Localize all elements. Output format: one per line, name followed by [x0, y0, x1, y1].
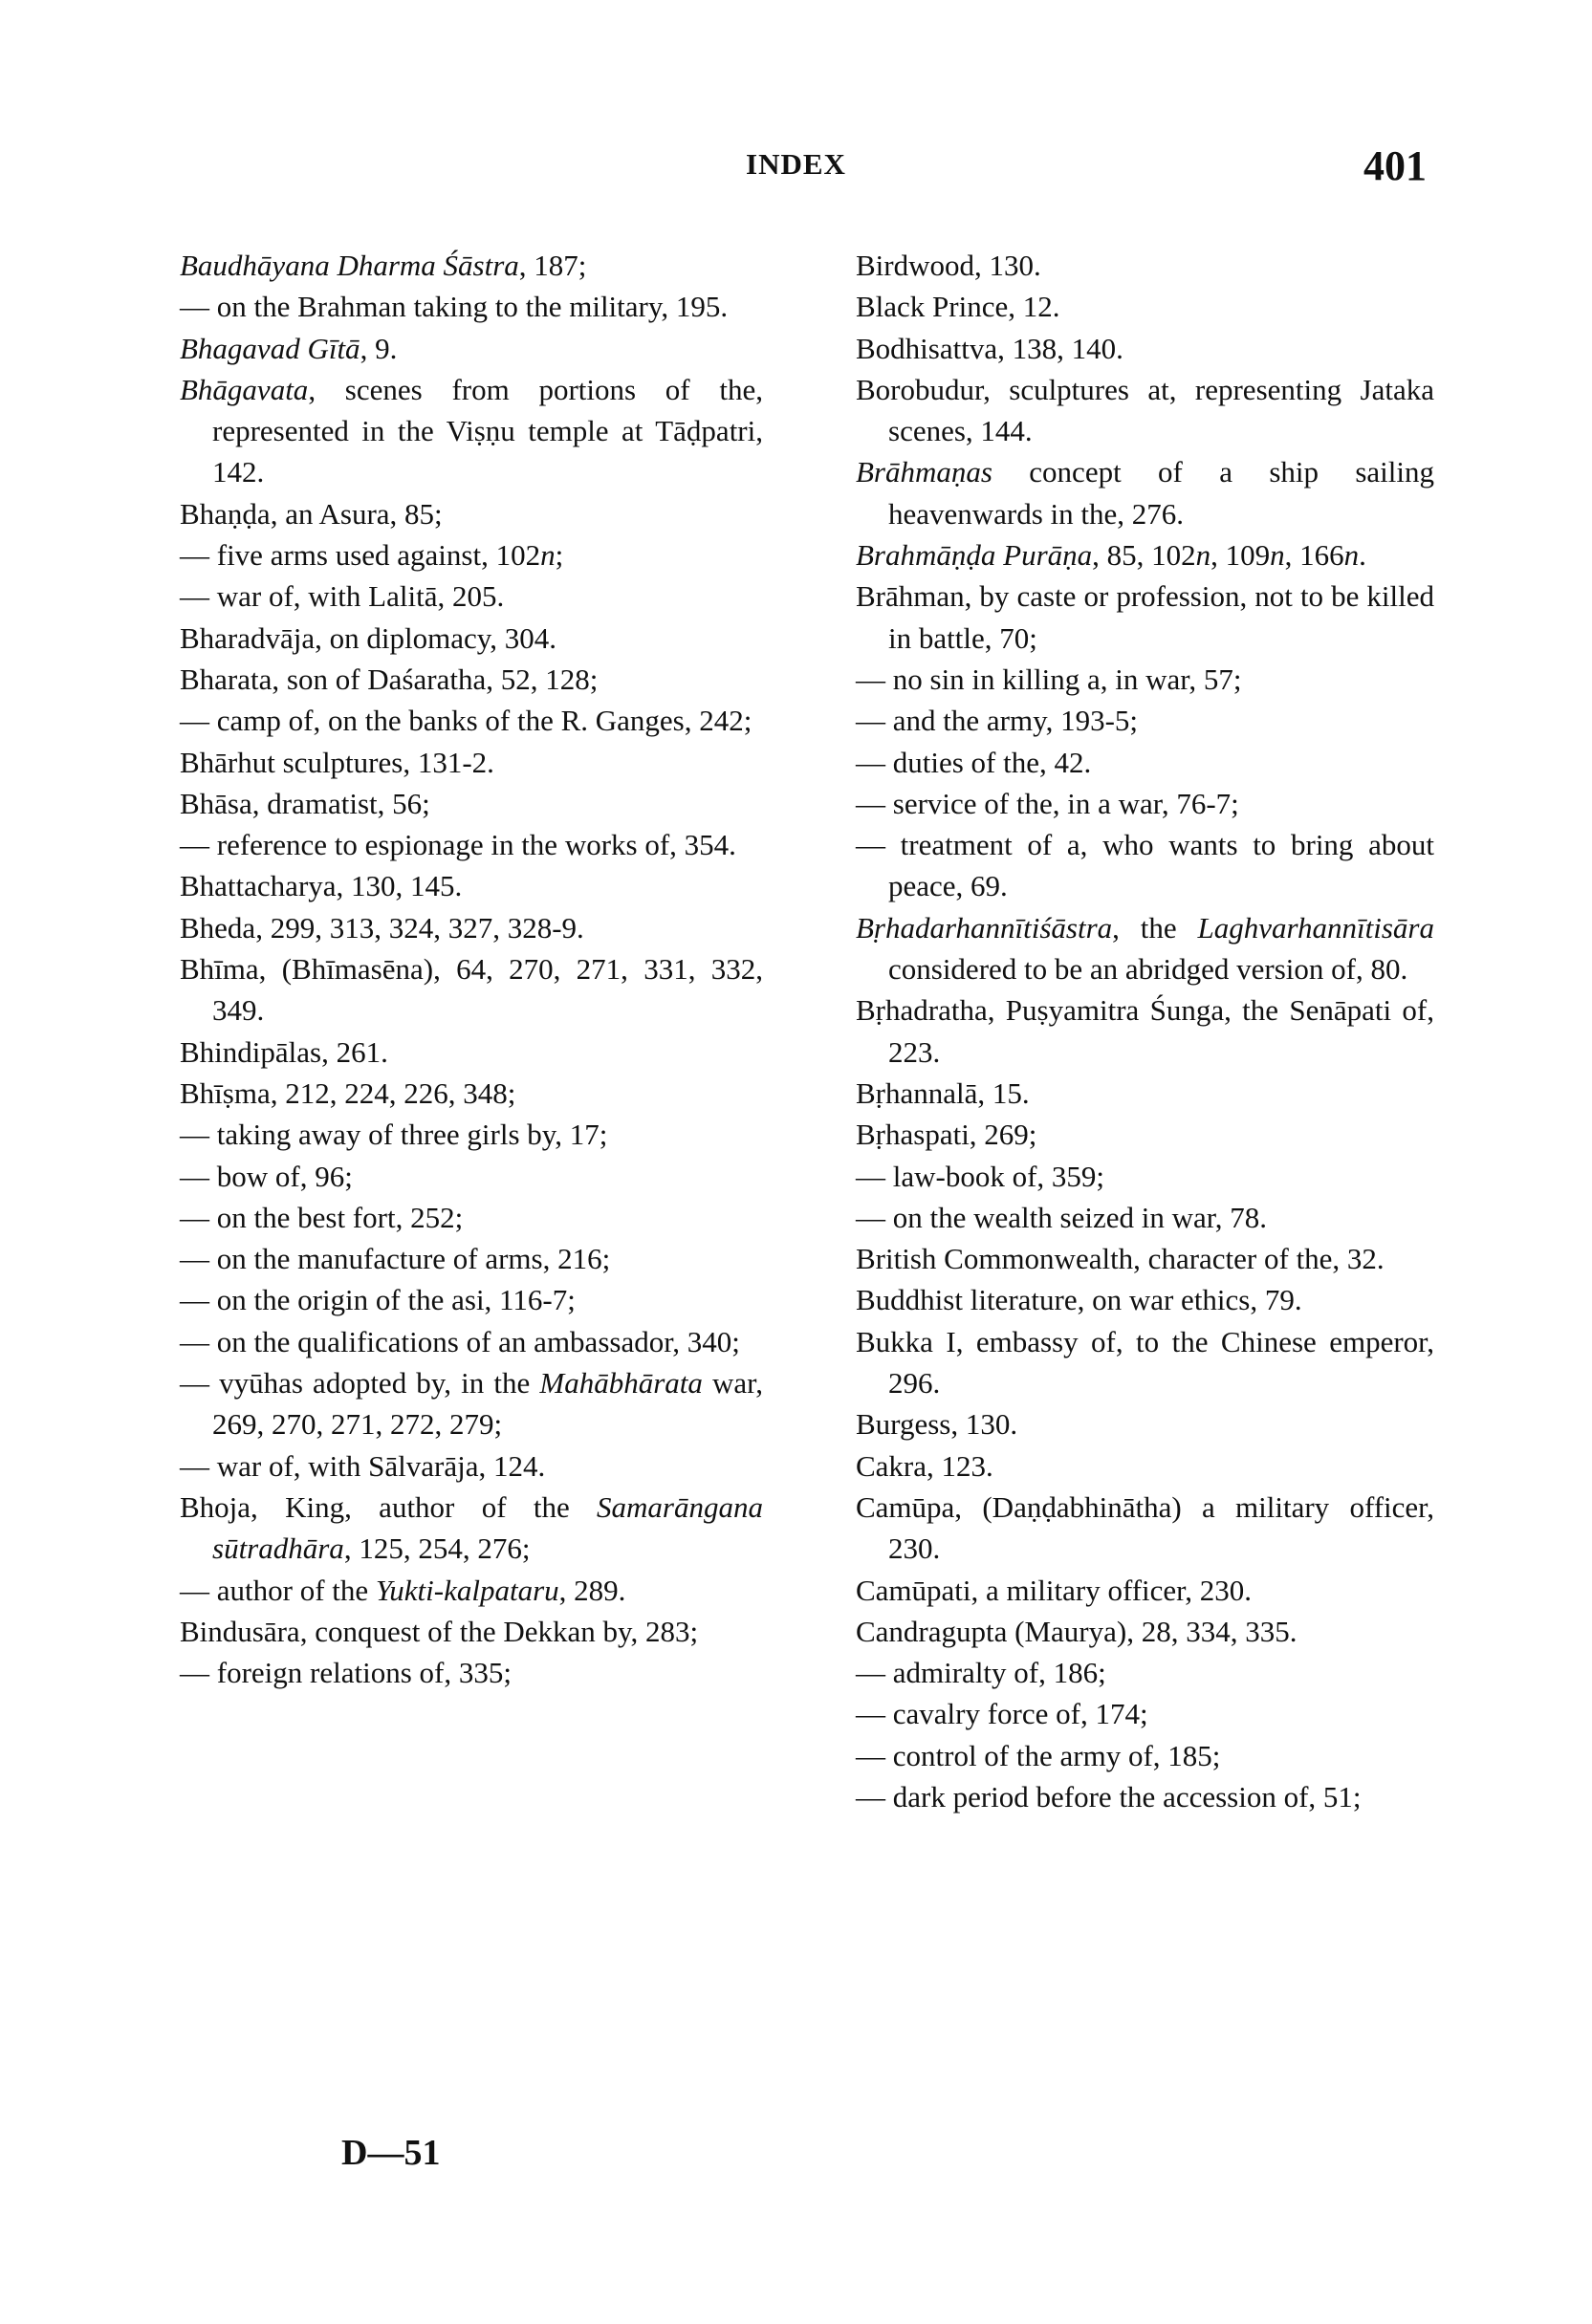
index-entry: — dark period before the accession of, 51; — [856, 1779, 1362, 1814]
index-entry: Birdwood, 130. — [856, 249, 1041, 282]
index-entry: — reference to espionage in the works of, 354. — [180, 828, 736, 862]
index-entry: — war of, with Sālvarāja, 124. — [180, 1448, 546, 1483]
index-entry: — bow of, 96; — [180, 1159, 353, 1193]
index-entry: — five arms used against, 102n; — [180, 538, 564, 573]
index-entry: Bhāsa, dramatist, 56; — [180, 786, 430, 820]
index-entry: — on the Brahman taking to the military, 195. — [180, 290, 729, 324]
index-entry: — no sin in killing a, in war, 57; — [856, 662, 1242, 696]
index-entry: Bṛhannalā, 15. — [856, 1075, 1030, 1110]
index-entry: — camp of, on the banks of the R. Ganges, 242; — [180, 704, 752, 738]
index-entry: Bharata, son of Daśaratha, 52, 128; — [180, 662, 599, 696]
index-entry: Burgess, 130. — [856, 1407, 1018, 1442]
index-entry: — on the origin of the asi, 116-7; — [180, 1283, 576, 1317]
index-entry: Bhindipālas, 261. — [180, 1034, 388, 1069]
index-entry: — treatment of a, who wants to bring about peace, 69. — [856, 828, 1434, 903]
index-entry: — on the manufacture of arms, 216; — [180, 1242, 611, 1276]
index-entry: — duties of the, 42. — [856, 745, 1092, 779]
index-entry: Bṛhadarhannītiśāstra, the Laghvarhannītisāra considered to be an abridged version of, 80. — [856, 910, 1434, 987]
index-entry: British Commonwealth, character of the, 32. — [856, 1242, 1385, 1276]
index-entry: Bhoja, King, author of the Samarāngana sūtradhāra, 125, 254, 276; — [180, 1489, 763, 1566]
index-entry: Cakra, 123. — [856, 1448, 993, 1483]
index-entry: — cavalry force of, 174; — [856, 1697, 1148, 1731]
index-entry: Bhattacharya, 130, 145. — [180, 869, 463, 903]
index-entry: — law-book of, 359; — [856, 1159, 1105, 1193]
page-number: 401 — [1363, 142, 1427, 189]
signature-mark: D—51 — [341, 2133, 441, 2173]
index-entry: — war of, with Lalitā, 205. — [180, 579, 505, 614]
index-entry: — on the qualifications of an ambassador, 340; — [180, 1324, 740, 1358]
index-entry: — control of the army of, 185; — [856, 1738, 1221, 1772]
index-entry: Camūpati, a military officer, 230. — [856, 1573, 1252, 1607]
index-entry: — vyūhas adopted by, in the Mahābhārata war, 269, 270, 271, 272, 279; — [180, 1366, 763, 1442]
index-entry: Bhagavad Gītā, 9. — [180, 331, 398, 365]
index-entry: Candragupta (Maurya), 28, 334, 335. — [856, 1614, 1298, 1648]
index-entry: Bindusāra, conquest of the Dekkan by, 283; — [180, 1614, 699, 1648]
index-entry: Bhārhut sculptures, 131-2. — [180, 745, 494, 779]
index-entry: — admiralty of, 186; — [856, 1656, 1106, 1690]
index-entry: — on the wealth seized in war, 78. — [856, 1200, 1268, 1234]
index-entry: Camūpa, (Daṇḍabhinātha) a military officer, 230. — [856, 1489, 1434, 1566]
index-entry: Bodhisattva, 138, 140. — [856, 331, 1123, 365]
index-entry: Bhaṇḍa, an Asura, 85; — [180, 496, 443, 531]
index-entry: Brāhmaṇas concept of a ship sailing heavenwards in the, 276. — [856, 455, 1434, 531]
index-entry: Brahmāṇḍa Purāṇa, 85, 102n, 109n, 166n. — [856, 538, 1366, 573]
index-entry: Bṛhadratha, Puṣyamitra Śunga, the Senāpati of, 223. — [856, 993, 1434, 1069]
index-entry: Bhāgavata, scenes from portions of the, represented in the Viṣṇu temple at Tāḍpatri, 142. — [180, 372, 763, 489]
index-entry: Brāhman, by caste or profession, not to be killed in battle, 70; — [856, 579, 1434, 655]
index-entry: Bharadvāja, on diplomacy, 304. — [180, 620, 556, 655]
index-entry: Buddhist literature, on war ethics, 79. — [856, 1283, 1302, 1317]
index-entry: — service of the, in a war, 76-7; — [856, 786, 1239, 820]
index-entry: Bukka I, embassy of, to the Chinese emperor, 296. — [856, 1324, 1434, 1401]
index-entry: — and the army, 193-5; — [856, 704, 1138, 738]
index-entry: — taking away of three girls by, 17; — [180, 1118, 608, 1152]
index-entry: — on the best fort, 252; — [180, 1200, 464, 1234]
index-entry: Bheda, 299, 313, 324, 327, 328-9. — [180, 910, 584, 945]
index-column-left — [180, 245, 763, 1693]
index-entry: Baudhāyana Dharma Śāstra, 187; — [180, 249, 587, 282]
index-entry: Borobudur, sculptures at, representing Jataka scenes, 144. — [856, 372, 1434, 448]
index-entry: Black Prince, 12. — [856, 290, 1060, 324]
page-header — [0, 141, 1592, 208]
index-entry: Bṛhaspati, 269; — [856, 1118, 1037, 1152]
index-entry: — author of the Yukti-kalpataru, 289. — [180, 1573, 626, 1607]
running-title: INDEX — [746, 147, 846, 181]
index-entry: Bhīṣma, 212, 224, 226, 348; — [180, 1075, 516, 1110]
index-entry: — foreign relations of, 335; — [180, 1656, 512, 1690]
index-column-right — [856, 245, 1434, 1817]
index-entry: Bhīma, (Bhīmasēna), 64, 270, 271, 331, 332, 349. — [180, 952, 763, 1028]
